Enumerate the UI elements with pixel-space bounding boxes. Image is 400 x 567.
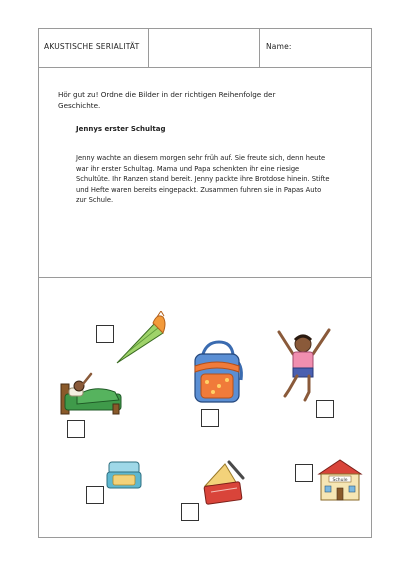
header-title-cell: [39, 29, 149, 67]
checkbox-bed[interactable]: [67, 420, 85, 438]
school-cone-icon: [111, 311, 169, 367]
story-section: [39, 67, 371, 278]
story-title: Jennys erster Schultag: [76, 125, 166, 133]
story-body: Jenny wachte an diesem morgen sehr früh auf. Sie freute sich, denn heute war ihr erster Schultag. Mama und Papa schenkten ihr eine riesige Schultüte. Ihr Ranzen stand bereit. Jenny packte ihre Brotdose hinein. Stifte und Hefte waren bereits eingepackt. Zusammen fuhren sie in Papas Auto zur Schule.: [76, 154, 330, 205]
checkbox-stifte-hefte[interactable]: [181, 503, 199, 521]
jumping-girl-icon: [273, 326, 335, 404]
instruction-text: Hör gut zu! Ordne die Bilder in der richtigen Reihenfolge der Geschichte.: [58, 90, 276, 110]
school-building-icon: [315, 456, 365, 504]
checkbox-brotdose[interactable]: [86, 486, 104, 504]
bed-icon: [57, 366, 125, 418]
worksheet: [38, 28, 372, 538]
name-label: Name:: [266, 42, 292, 51]
backpack-icon: [189, 340, 247, 406]
header-name-cell[interactable]: [260, 29, 371, 67]
lunchbox-icon: [105, 458, 145, 492]
worksheet-title: AKUSTISCHE SERIALITÄT: [44, 42, 140, 51]
header-middle-cell: [149, 29, 260, 67]
checkbox-schule[interactable]: [295, 464, 313, 482]
school-sign-text: Schule: [332, 478, 348, 483]
checkbox-ranzen[interactable]: [201, 409, 219, 427]
checkbox-jumping-girl[interactable]: [316, 400, 334, 418]
header-row: [39, 29, 371, 68]
picture-area: [39, 278, 371, 538]
books-pencil-icon: [199, 458, 249, 508]
